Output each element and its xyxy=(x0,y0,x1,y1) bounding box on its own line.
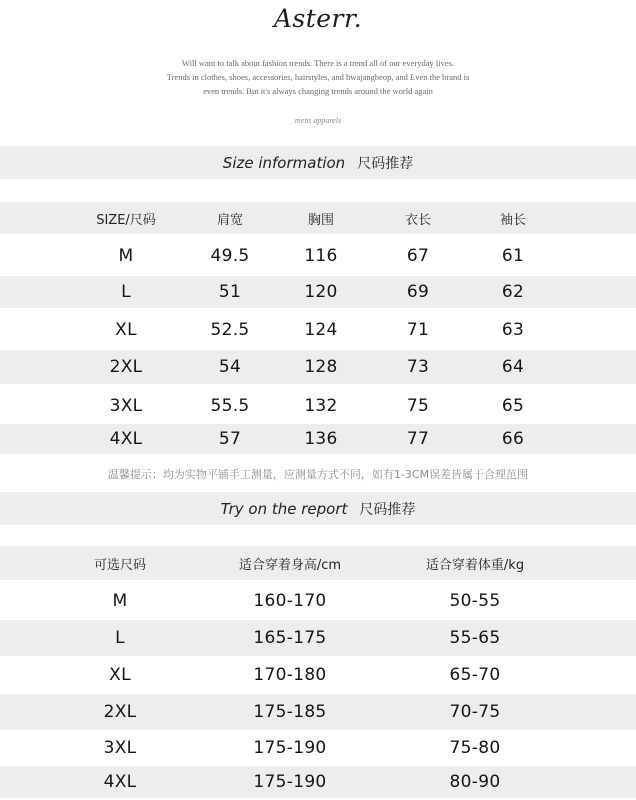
height-cell: 175-190 xyxy=(253,772,327,792)
length-cell: 77 xyxy=(406,429,430,449)
column-header: 可选尺码 xyxy=(93,557,146,573)
height-cell: 175-185 xyxy=(253,702,327,722)
column-header: 衣长 xyxy=(404,212,431,228)
table-row xyxy=(0,582,636,620)
chest-cell: 136 xyxy=(304,429,338,449)
shoulder-cell: 54 xyxy=(218,357,242,377)
size-cell: L xyxy=(121,282,131,302)
shoulder-cell: 51 xyxy=(218,282,242,302)
sleeve-cell: 62 xyxy=(501,282,525,302)
shoulder-cell: 57 xyxy=(218,429,242,449)
shoulder-cell: 52.5 xyxy=(210,320,250,340)
chest-cell: 120 xyxy=(304,282,338,302)
table-row xyxy=(0,276,636,308)
blurb-line: Will want to talk about fashion trends. There is a trend all of our everyday lives. xyxy=(181,58,455,68)
table-row xyxy=(0,424,636,454)
weight-cell: 65-70 xyxy=(449,665,501,685)
chest-cell: 116 xyxy=(304,246,338,266)
try-on-title-band xyxy=(0,492,636,525)
sleeve-cell: 65 xyxy=(501,396,525,416)
shoulder-cell: 55.5 xyxy=(210,396,250,416)
length-cell: 69 xyxy=(406,282,430,302)
try-on-header-row xyxy=(0,546,636,580)
length-cell: 67 xyxy=(406,246,430,266)
brand-logo: Asterr. xyxy=(273,4,363,33)
table-row xyxy=(0,312,636,348)
column-header: 适合穿着身高/cm xyxy=(238,557,342,573)
chest-cell: 132 xyxy=(304,396,338,416)
sleeve-cell: 61 xyxy=(501,246,525,266)
blurb-line: even trends. But it's always changing trends around the world again xyxy=(203,86,433,96)
size-cell: 4XL xyxy=(109,429,143,449)
weight-cell: 80-90 xyxy=(449,772,501,792)
chest-cell: 128 xyxy=(304,357,338,377)
table-row xyxy=(0,656,636,694)
size-cell: 2XL xyxy=(103,702,137,722)
table-row xyxy=(0,620,636,656)
try-on-title-zh: 尺码推荐 xyxy=(359,501,416,518)
weight-cell: 75-80 xyxy=(449,738,501,758)
weight-cell: 55-65 xyxy=(449,628,501,648)
tagline: mens apparels xyxy=(294,116,342,125)
table-row xyxy=(0,694,636,730)
height-cell: 175-190 xyxy=(253,738,327,758)
size-info-title-band xyxy=(0,146,636,179)
try-on-title: Try on the report xyxy=(220,499,348,518)
height-cell: 170-180 xyxy=(253,665,327,685)
column-header: SIZE/尺码 xyxy=(96,212,156,228)
column-header: 胸围 xyxy=(307,212,334,228)
column-header: 适合穿着体重/kg xyxy=(425,557,525,573)
size-cell: 2XL xyxy=(109,357,143,377)
table-row xyxy=(0,388,636,424)
length-cell: 75 xyxy=(406,396,430,416)
table-row xyxy=(0,238,636,274)
column-header: 肩宽 xyxy=(216,212,243,228)
height-cell: 165-175 xyxy=(253,628,327,648)
weight-cell: 50-55 xyxy=(449,591,501,611)
size-cell: 3XL xyxy=(109,396,143,416)
length-cell: 73 xyxy=(406,357,430,377)
size-cell: 3XL xyxy=(103,738,137,758)
size-cell: L xyxy=(115,628,125,648)
size-info-title: Size information xyxy=(222,153,346,172)
table-row xyxy=(0,766,636,798)
size-cell: M xyxy=(112,591,128,611)
size-cell: M xyxy=(118,246,134,266)
size-cell: 4XL xyxy=(103,772,137,792)
brand-blurb xyxy=(110,56,526,98)
sleeve-cell: 63 xyxy=(501,320,525,340)
sleeve-cell: 66 xyxy=(501,429,525,449)
size-cell: XL xyxy=(109,665,131,685)
blurb-line: Trends in clothes, shoes, accessories, hairstyles, and hwajangbeop, and Even the brand is xyxy=(166,72,470,82)
measurement-note: 温馨提示：均为实物平铺手工测量，应测量方式不同，如有1-3CM误差皆属于合理范围 xyxy=(107,468,529,481)
sleeve-cell: 64 xyxy=(501,357,525,377)
table-row xyxy=(0,350,636,384)
shoulder-cell: 49.5 xyxy=(210,246,250,266)
weight-cell: 70-75 xyxy=(449,702,501,722)
column-header: 袖长 xyxy=(499,212,526,228)
size-cell: XL xyxy=(115,320,137,340)
table-row xyxy=(0,730,636,766)
length-cell: 71 xyxy=(406,320,430,340)
chest-cell: 124 xyxy=(304,320,338,340)
size-table-header-row xyxy=(0,202,636,234)
height-cell: 160-170 xyxy=(253,591,327,611)
size-info-title-zh: 尺码推荐 xyxy=(357,155,414,172)
